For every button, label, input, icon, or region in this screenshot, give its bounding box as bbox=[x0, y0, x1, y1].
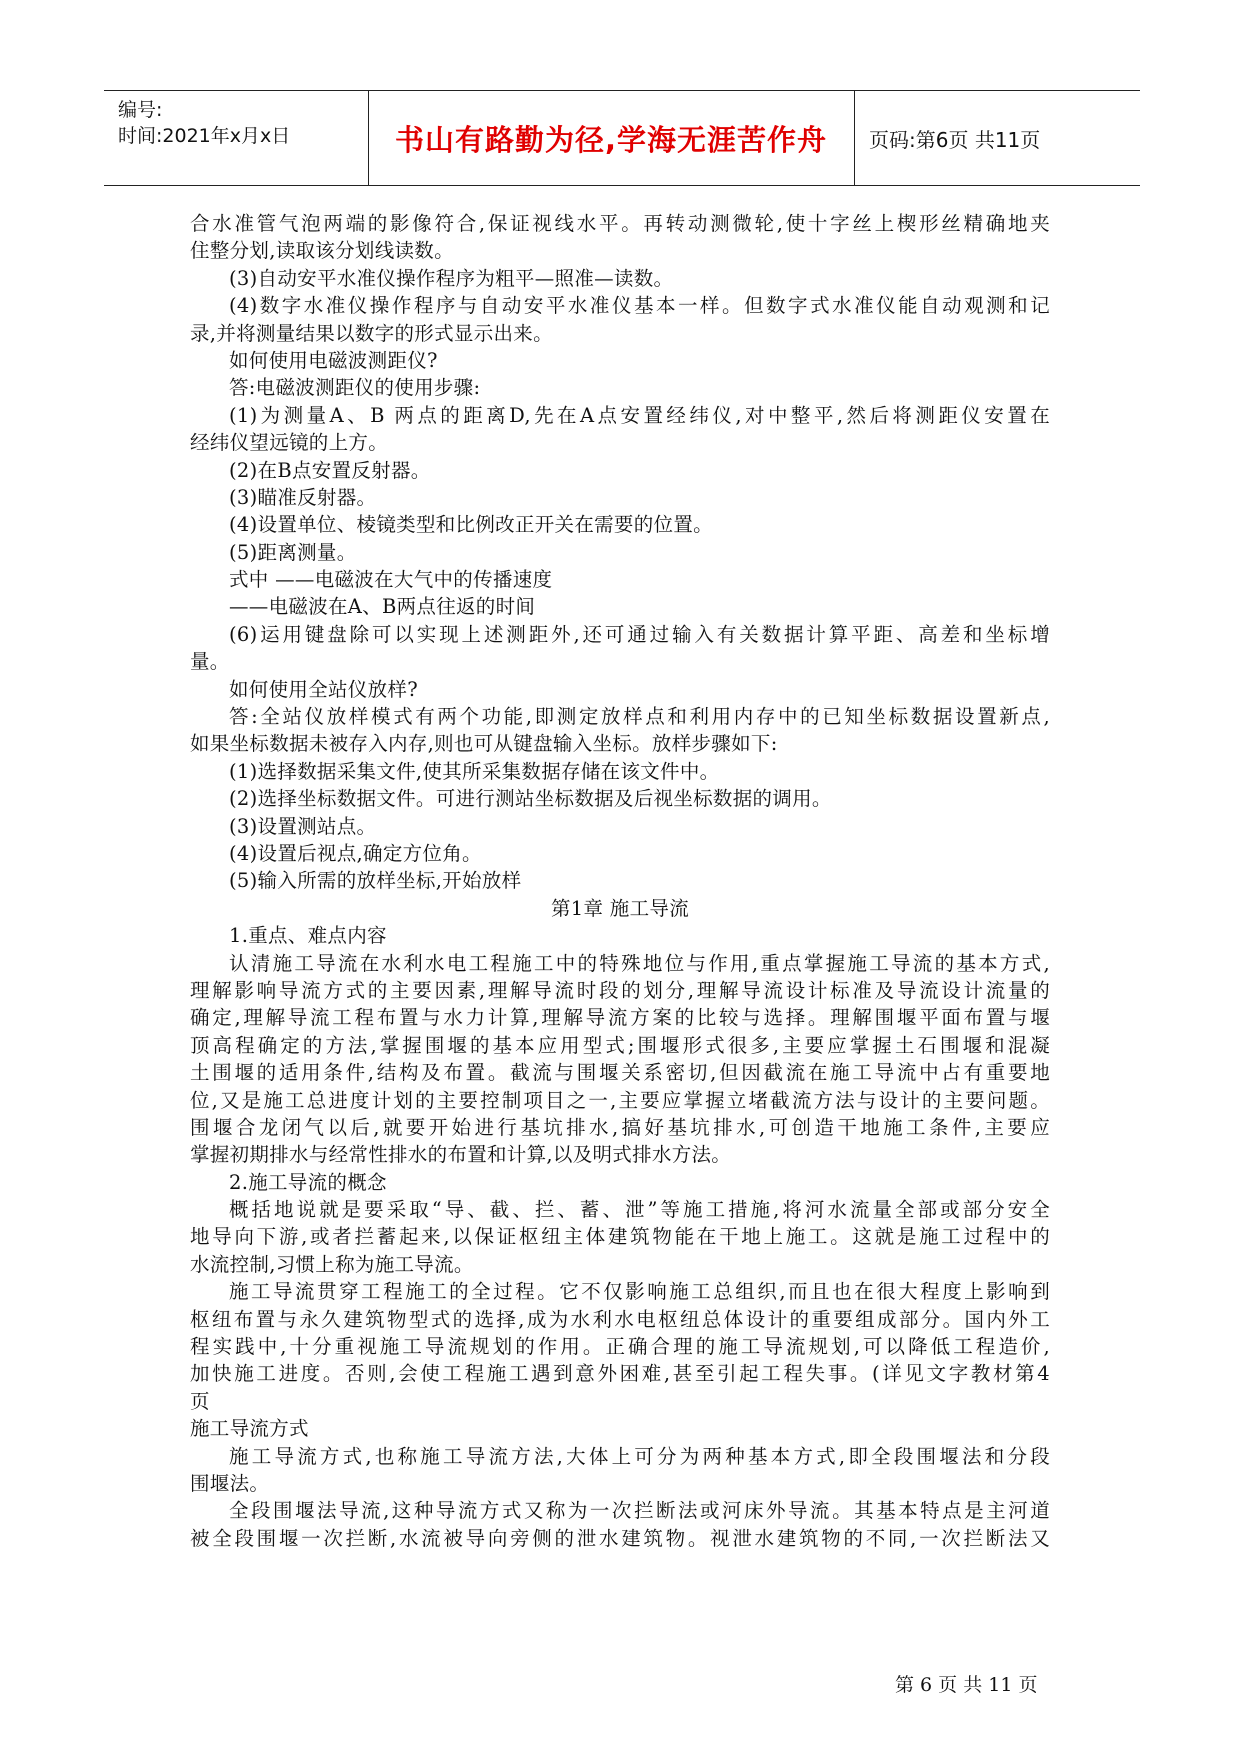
text-line: 顶高程确定的方法,掌握围堰的基本应用型式;围堰形式很多,主要应掌握土石围堰和混凝 bbox=[190, 1033, 1050, 1057]
text-line: 掌握初期排水与经常性排水的布置和计算,以及明式排水方法。 bbox=[190, 1143, 732, 1167]
time-line: 时间:2021年x月x日 bbox=[118, 125, 291, 147]
text-line: 合水准管气泡两端的影像符合,保证视线水平。再转动测微轮,使十字丝上楔形丝精确地夹 bbox=[190, 212, 1050, 235]
text-line: 水流控制,习惯上称为施工导流。 bbox=[190, 1252, 474, 1276]
text-line: 围堰法。 bbox=[190, 1471, 270, 1495]
text-line: 认清施工导流在水利水电工程施工中的特殊地位与作用,重点掌握施工导流的基本方式, bbox=[229, 951, 1050, 975]
text-line: (1)为测量A、B 两点的距离D,先在A点安置经纬仪,对中整平,然后将测距仪安置在 bbox=[229, 403, 1050, 427]
text-line: 2.施工导流的概念 bbox=[229, 1170, 387, 1194]
text-line: ——电磁波在A、B两点往返的时间 bbox=[229, 595, 536, 619]
text-line: (4)数字水准仪操作程序与自动安平水准仪基本一样。但数字式水准仪能自动观测和记 bbox=[229, 294, 1050, 318]
text-line: 程实践中,十分重视施工导流规划的作用。正确合理的施工导流规划,可以降低工程造价, bbox=[190, 1335, 1050, 1359]
text-line: 位,又是施工总进度计划的主要控制项目之一,主要应掌握立堵截流方法与设计的主要问题。 bbox=[190, 1088, 1050, 1112]
text-line: (4)设置后视点,确定方位角。 bbox=[229, 841, 482, 865]
motto-title: 书山有路勤为径,学海无涯苦作舟 bbox=[368, 91, 855, 185]
text-line: 如果坐标数据未被存入内存,则也可从键盘输入坐标。放样步骤如下: bbox=[190, 732, 778, 756]
text-line: (3)瞄准反射器。 bbox=[229, 485, 377, 509]
text-line: 土围堰的适用条件,结构及布置。截流与围堰关系密切,但因截流在施工导流中占有重要地 bbox=[190, 1061, 1050, 1085]
text-line: (4)设置单位、棱镜类型和比例改正开关在需要的位置。 bbox=[229, 513, 713, 537]
text-line: (2)选择坐标数据文件。可进行测站坐标数据及后视坐标数据的调用。 bbox=[229, 787, 832, 811]
text-line: 答:电磁波测距仪的使用步骤: bbox=[229, 376, 481, 400]
text-line: 地导向下游,或者拦蓄起来,以保证枢纽主体建筑物能在干地上施工。这就是施工过程中的 bbox=[190, 1225, 1050, 1249]
text-line: 式中 ——电磁波在大气中的传播速度 bbox=[229, 568, 553, 592]
text-line: 1.重点、难点内容 bbox=[229, 924, 387, 948]
text-line: 量。 bbox=[190, 650, 230, 674]
text-line: 全段围堰法导流,这种导流方式又称为一次拦断法或河床外导流。其基本特点是主河道 bbox=[229, 1499, 1050, 1523]
text-line: (5)距离测量。 bbox=[229, 540, 357, 564]
text-line: 枢纽布置与永久建筑物型式的选择,成为水利水电枢纽总体设计的重要组成部分。国内外工 bbox=[190, 1307, 1050, 1331]
text-line: 页 bbox=[190, 1389, 210, 1413]
number-label: 编号: bbox=[118, 99, 163, 121]
header-info-cell bbox=[104, 91, 369, 185]
text-line: (3)设置测站点。 bbox=[229, 814, 377, 838]
text-line: 加快施工进度。否则,会使工程施工遇到意外困难,甚至引起工程失事。(详见文字教材第4 bbox=[190, 1362, 1050, 1386]
text-line: 第1章 施工导流 bbox=[550, 896, 689, 920]
text-line: 经纬仪望远镜的上方。 bbox=[190, 431, 389, 455]
text-line: (3)自动安平水准仪操作程序为粗平—照准—读数。 bbox=[229, 266, 674, 290]
text-line: 围堰合龙闭气以后,就要开始进行基坑排水,搞好基坑排水,可创造干地施工条件,主要应 bbox=[190, 1115, 1050, 1139]
text-line: 施工导流方式 bbox=[190, 1417, 309, 1441]
page-info: 页码:第6页 共11页 bbox=[869, 127, 1041, 152]
text-line: 如何使用全站仪放样? bbox=[229, 677, 418, 701]
text-line: 理解影响导流方式的主要因素,理解导流时段的划分,理解导流设计标准及导流设计流量的 bbox=[190, 978, 1050, 1002]
text-line: (5)输入所需的放样坐标,开始放样 bbox=[229, 869, 522, 893]
text-line: 如何使用电磁波测距仪? bbox=[229, 348, 438, 372]
text-line: 确定,理解导流工程布置与水力计算,理解导流方案的比较与选择。理解围堰平面布置与堰 bbox=[190, 1006, 1050, 1030]
text-line: 被全段围堰一次拦断,水流被导向旁侧的泄水建筑物。视泄水建筑物的不同,一次拦断法又 bbox=[190, 1526, 1050, 1550]
text-line: (2)在B点安置反射器。 bbox=[229, 458, 431, 482]
text-line: 施工导流方式,也称施工导流方法,大体上可分为两种基本方式,即全段围堰法和分段 bbox=[229, 1444, 1050, 1468]
page-footer: 第 6 页 共 11 页 bbox=[895, 1674, 1038, 1696]
text-line: (1)选择数据采集文件,使其所采集数据存储在该文件中。 bbox=[229, 759, 720, 783]
text-line: (6)运用键盘除可以实现上述测距外,还可通过输入有关数据计算平距、高差和坐标增 bbox=[229, 622, 1050, 646]
text-line: 答:全站仪放样模式有两个功能,即测定放样点和利用内存中的已知坐标数据设置新点, bbox=[229, 705, 1050, 729]
document-body bbox=[190, 210, 1050, 1552]
text-line: 住整分划,读取该分划线读数。 bbox=[190, 239, 454, 263]
text-line: 概括地说就是要采取“导、截、拦、蓄、泄”等施工措施,将河水流量全部或部分安全 bbox=[229, 1198, 1050, 1222]
text-line: 施工导流贯穿工程施工的全过程。它不仅影响施工总组织,而且也在很大程度上影响到 bbox=[229, 1280, 1050, 1304]
text-line: 录,并将测量结果以数字的形式显示出来。 bbox=[190, 321, 553, 345]
header-table bbox=[104, 90, 1140, 186]
